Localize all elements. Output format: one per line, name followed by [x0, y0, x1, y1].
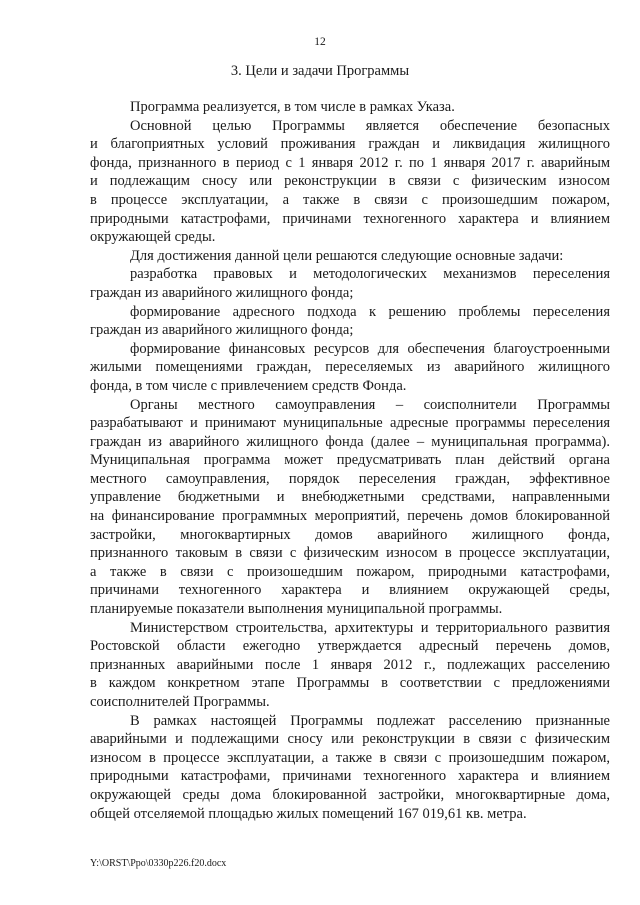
paragraph [90, 265, 610, 302]
paragraph [90, 303, 610, 340]
text-line: Ростовской области ежегодно утверждается адресный перечень домов, [90, 638, 610, 655]
text-line: управление бюджетными и внебюджетными средствами, направленными [90, 489, 610, 506]
text-line: а также в связи с произошедшим пожаром, природными катастрофами, [90, 563, 610, 580]
text-line: окружающей среды дома блокированной застройки, многоквартирные дома, [90, 786, 610, 803]
document-body [90, 98, 610, 823]
paragraph [90, 340, 610, 396]
text-line: в процессе эксплуатации, а также в связи с произошедшим пожаром, [90, 191, 610, 208]
page-number: 12 [314, 36, 326, 48]
text-line: Программа реализуется, в том числе в рамках Указа. [130, 99, 455, 115]
text-line: фонда, в том числе с привлечением средств Фонда. [90, 377, 407, 394]
text-line: признанного таковым в связи с физическим износом в процессе эксплуатации, [90, 545, 610, 562]
text-line: разрабатывают и принимают муниципальные адресные программы переселения [90, 415, 610, 432]
text-line: формирование адресного подхода к решению проблемы переселения [130, 303, 610, 320]
text-line: аварийными и подлежащими сносу или реконструкции в связи с физическим [90, 731, 610, 748]
text-line: причинами техногенного характера и влиянием окружающей среды, [90, 582, 610, 599]
text-line: и подлежащим сносу или реконструкции в связи с физическим износом [90, 173, 610, 190]
section-heading: 3. Цели и задачи Программы [230, 63, 410, 79]
text-line: застройки, многоквартирных домов аварийного жилищного фонда, [90, 526, 610, 543]
text-line: Органы местного самоуправления – соисполнители Программы [130, 396, 610, 413]
text-line: Муниципальная программа может предусматривать план действий органа [90, 452, 610, 469]
text-line: формирование финансовых ресурсов для обеспечения благоустроенными [130, 340, 610, 357]
paragraph [90, 619, 610, 712]
text-line: общей отселяемой площадью жилых помещений 167 019,61 кв. метра. [90, 805, 527, 822]
text-line: граждан из аварийного жилищного фонда (далее – муниципальная программа). [90, 433, 610, 450]
text-line: Основной целью Программы является обеспечение безопасных [130, 117, 610, 134]
text-line: фонда, признанного в период с 1 января 2012 г. по 1 января 2017 г. аварийным [90, 154, 610, 171]
text-line: износом в процессе эксплуатации, а также в связи с произошедшим пожаром, [90, 749, 610, 766]
text-line: Для достижения данной цели решаются следующие основные задачи: [130, 247, 564, 264]
text-line: местного самоуправления, порядок переселения граждан, эффективное [90, 470, 610, 487]
text-line: граждан из аварийного жилищного фонда; [90, 322, 354, 339]
text-line: природными катастрофами, причинами техногенного характера и влиянием [90, 210, 610, 227]
text-line: признанных аварийными после 1 января 2012 г., подлежащих расселению [90, 656, 610, 673]
text-line: граждан из аварийного жилищного фонда; [90, 284, 354, 301]
text-line: на финансирование программных мероприятий, перечень домов блокированной [90, 508, 610, 525]
text-line: жилыми помещениями граждан, переселяемых из аварийного жилищного [90, 359, 610, 376]
text-line: соисполнителей Программы. [90, 694, 270, 710]
text-line: разработка правовых и методологических механизмов переселения [130, 266, 610, 283]
text-line: и благоприятных условий проживания граждан и ликвидация жилищного [90, 136, 610, 153]
paragraph [90, 117, 610, 247]
paragraph [90, 98, 610, 117]
paragraph [90, 247, 610, 266]
text-line: в каждом конкретном этапе Программы в соответствии с предложениями [90, 675, 610, 692]
text-line: природными катастрофами, причинами техногенного характера и влиянием [90, 768, 610, 785]
text-line: В рамках настоящей Программы подлежат расселению признанные [130, 712, 610, 729]
text-line: окружающей среды. [90, 229, 216, 246]
text-line: Министерством строительства, архитектуры и территориального развития [130, 619, 610, 636]
paragraph [90, 396, 610, 619]
paragraph [90, 712, 610, 824]
text-line: планируемые показатели выполнения муниципальной программы. [90, 601, 503, 618]
file-path-footer: Y:\ORST\Ppo\0330p226.f20.docx [90, 858, 227, 869]
